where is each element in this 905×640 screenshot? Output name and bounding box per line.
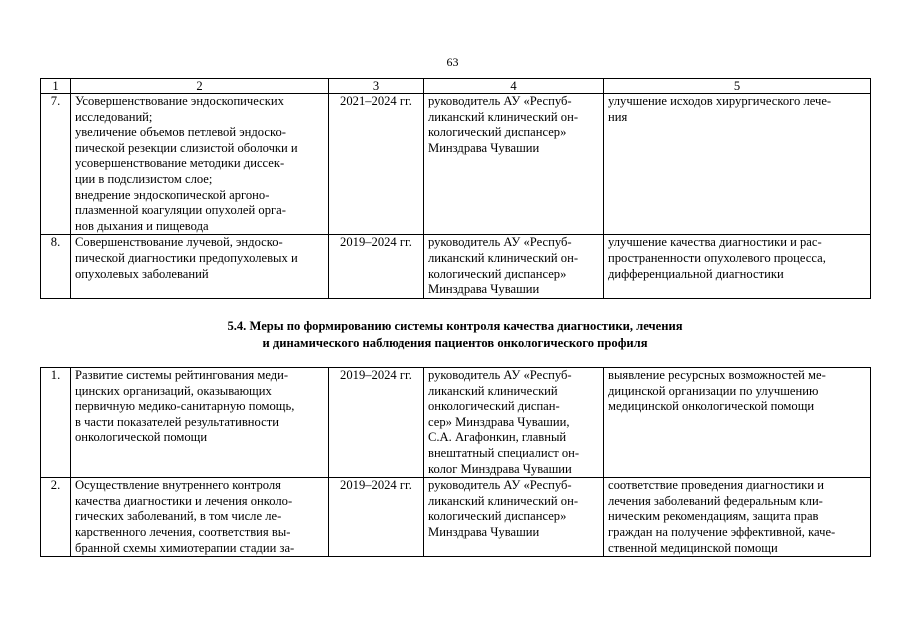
text-line: кологический диспансер» — [428, 125, 567, 140]
text-line: лечения заболеваний федеральным кли- — [608, 493, 823, 508]
text-line: онкологической помощи — [75, 430, 208, 445]
years-cell: 2019–2024 гг. — [329, 368, 424, 478]
text-line: качества диагностики и лечения онколо- — [75, 493, 293, 508]
text-line: гических заболеваний, в том числе ле- — [75, 509, 282, 524]
text-line: онкологический диспан- — [428, 399, 560, 414]
years-cell: 2019–2024 гг. — [329, 235, 424, 298]
text-line: улучшение исходов хирургического лече- — [608, 94, 832, 108]
row-number: 8. — [41, 235, 71, 298]
text-line: плазменной коагуляции опухолей орга- — [75, 203, 286, 218]
text-line: исследований; — [75, 109, 153, 124]
text-line: дицинской организации по улучшению — [608, 383, 819, 398]
text-line: кологический диспансер» — [428, 266, 567, 281]
text-line: бранной схемы химиотерапии стадии за- — [75, 540, 295, 555]
text-line: в части показателей результативности — [75, 414, 279, 429]
text-line: улучшение качества диагностики и рас- — [608, 235, 822, 250]
result-cell — [604, 94, 871, 235]
responsible-cell — [424, 478, 604, 557]
text-line: дифференциальной диагностики — [608, 266, 784, 281]
text-line: С.А. Агафонкин, главный — [428, 430, 567, 445]
text-line: карственного лечения, соответствия вы- — [75, 524, 291, 539]
result-cell — [604, 368, 871, 478]
text-line: колог Минздрава Чувашии — [428, 461, 572, 476]
text-line: усовершенствование методики диссек- — [75, 156, 285, 171]
text-line: Минздрава Чувашии — [428, 140, 540, 155]
text-line: Минздрава Чувашии — [428, 282, 540, 297]
text-line: цинских организаций, оказывающих — [75, 383, 272, 398]
text-line: ния — [608, 109, 628, 124]
measure-cell — [71, 368, 329, 478]
text-line: руководитель АУ «Респуб- — [428, 368, 572, 382]
measure-cell — [71, 235, 329, 298]
text-line: медицинской онкологической помощи — [608, 399, 815, 414]
text-line: руководитель АУ «Респуб- — [428, 235, 572, 250]
table-row — [41, 478, 871, 557]
text-line: внедрение эндоскопической аргоно- — [75, 187, 270, 202]
text-line: ликанский клинический — [428, 383, 558, 398]
section-heading-line: 5.4. Меры по формированию системы контроля качества диагностики, лечения — [227, 319, 683, 333]
responsible-cell — [424, 235, 604, 298]
text-line: пической диагностики предопухолевых и — [75, 250, 298, 265]
text-line: пической резекции слизистой оболочки и — [75, 140, 298, 155]
text-line: нов дыхания и пищевода — [75, 218, 209, 233]
page-number: 63 — [446, 55, 459, 69]
years-cell: 2019–2024 гг. — [329, 478, 424, 557]
text-line: ственной медицинской помощи — [608, 540, 778, 555]
text-line: Совершенствование лучевой, эндоско- — [75, 235, 283, 250]
text-line: увеличение объемов петлевой эндоско- — [75, 125, 286, 140]
text-line: ции в подслизистом слое; — [75, 171, 213, 186]
text-line: ликанский клинический он- — [428, 493, 579, 508]
row-number: 2. — [41, 478, 71, 557]
text-line: ническим рекомендациям, защита прав — [608, 509, 819, 524]
column-header: 2 — [71, 79, 329, 94]
section-heading — [40, 318, 870, 352]
text-line: Усовершенствование эндоскопических — [75, 94, 284, 108]
text-line: ликанский клинический он- — [428, 250, 579, 265]
text-line: выявление ресурсных возможностей ме- — [608, 368, 826, 382]
responsible-cell — [424, 368, 604, 478]
text-line: Минздрава Чувашии — [428, 524, 540, 539]
column-header: 4 — [424, 79, 604, 94]
text-line: Развитие системы рейтингования меди- — [75, 368, 289, 382]
text-line: Осуществление внутреннего контроля — [75, 478, 281, 493]
column-number-row — [41, 79, 871, 94]
text-line: руководитель АУ «Респуб- — [428, 94, 572, 108]
text-line: соответствие проведения диагностики и — [608, 478, 825, 493]
section-heading-line: и динамического наблюдения пациентов онкологического профиля — [262, 336, 648, 350]
text-line: кологический диспансер» — [428, 509, 567, 524]
measures-table-continued — [40, 78, 871, 299]
years-cell: 2021–2024 гг. — [329, 94, 424, 235]
row-number: 1. — [41, 368, 71, 478]
text-line: первичную медико-санитарную помощь, — [75, 399, 295, 414]
column-header: 3 — [329, 79, 424, 94]
text-line: внештатный специалист он- — [428, 445, 580, 460]
text-line: пространенности опухолевого процесса, — [608, 250, 826, 265]
text-line: граждан на получение эффективной, каче- — [608, 524, 836, 539]
column-header: 5 — [604, 79, 871, 94]
table-row — [41, 368, 871, 478]
text-line: сер» Минздрава Чувашии, — [428, 414, 570, 429]
measure-cell — [71, 94, 329, 235]
text-line: руководитель АУ «Респуб- — [428, 478, 572, 493]
text-line: опухолевых заболеваний — [75, 266, 209, 281]
quality-control-measures-table — [40, 367, 871, 557]
column-header: 1 — [41, 79, 71, 94]
responsible-cell — [424, 94, 604, 235]
text-line: ликанский клинический он- — [428, 109, 579, 124]
result-cell — [604, 478, 871, 557]
measure-cell — [71, 478, 329, 557]
table-row — [41, 235, 871, 298]
row-number: 7. — [41, 94, 71, 235]
table-row — [41, 94, 871, 235]
result-cell — [604, 235, 871, 298]
